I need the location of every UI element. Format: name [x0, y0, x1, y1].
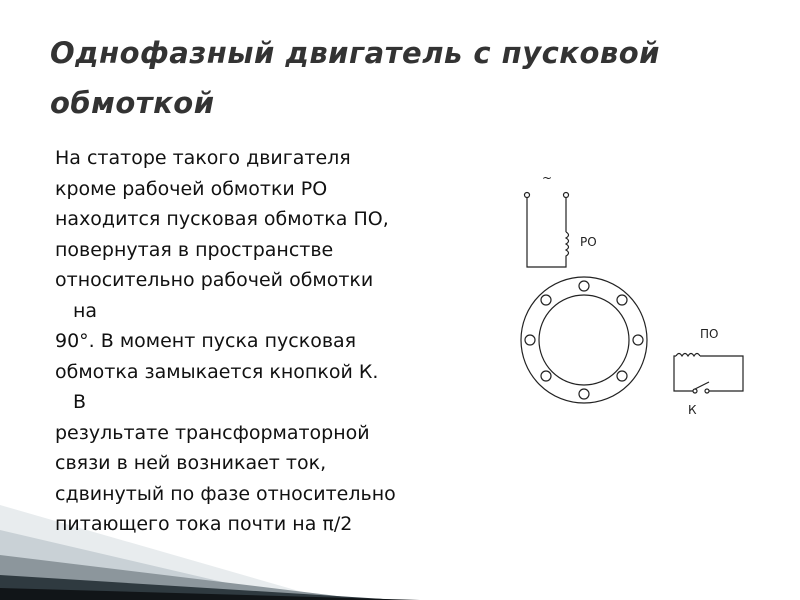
- stator-slot: [579, 281, 589, 291]
- terminal-left: [525, 193, 530, 198]
- start-button-label: К: [688, 403, 697, 417]
- stator-slot: [633, 335, 643, 345]
- body-line: сдвинутый по фазе относительно: [55, 482, 396, 505]
- body-line: питающего тока почти на π/2: [55, 513, 353, 535]
- body-line: связи в ней возникает ток,: [55, 452, 327, 474]
- slide-body-text: [55, 143, 485, 540]
- body-line: относительно рабочей обмотки: [55, 269, 374, 291]
- body-line: обмотка замыкается кнопкой К.: [55, 360, 379, 383]
- button-contact: [693, 389, 697, 393]
- stator-slot: [525, 335, 535, 345]
- stator-slot: [579, 389, 589, 399]
- body-line: повернутая в пространстве: [55, 238, 334, 261]
- start-button-switch: [695, 382, 709, 389]
- body-line: 90°. В момент пуска пусковая: [55, 330, 357, 352]
- starting-winding-coil: [676, 354, 700, 357]
- body-line: кроме рабочей обмотки РО: [55, 177, 328, 200]
- terminal-right: [564, 193, 569, 198]
- starting-winding-label: ПО: [700, 327, 719, 341]
- motor-winding-diagram: [500, 160, 770, 430]
- working-winding-coil: [566, 232, 569, 258]
- slide-title: Однофазный двигатель с пусковой обмоткой: [50, 36, 660, 120]
- supply-symbol-label: ~: [542, 171, 553, 185]
- stator-slot: [617, 295, 627, 305]
- stator-slot: [541, 371, 551, 381]
- body-line: находится пусковая обмотка ПО,: [55, 208, 389, 230]
- stator-slot: [541, 295, 551, 305]
- working-winding-circuit: [525, 193, 569, 268]
- body-line: В: [73, 391, 87, 413]
- stator-ring: [521, 277, 647, 403]
- button-contact: [705, 389, 709, 393]
- working-winding-label: РО: [580, 235, 597, 249]
- starting-winding-circuit: [674, 354, 743, 394]
- body-line: результате трансформаторной: [55, 421, 370, 444]
- body-line: на: [73, 299, 98, 322]
- body-line: На статоре такого двигателя: [55, 147, 351, 169]
- stator-slot: [617, 371, 627, 381]
